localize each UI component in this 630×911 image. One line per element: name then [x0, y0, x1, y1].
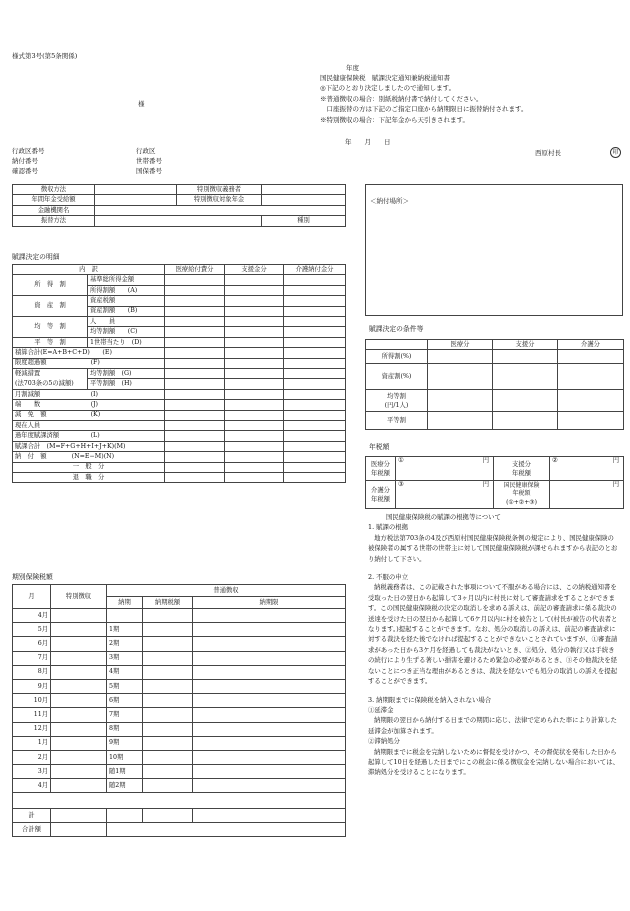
sched-period: 8期 [107, 722, 143, 736]
table-row [13, 609, 346, 623]
id-payment-no: 納付番号 [12, 157, 38, 165]
cond-equal: 均等割 (円/1人) [366, 390, 428, 412]
notice-line-4: ※特別徴収の場合：下記年金から天引きされます。 [320, 116, 469, 124]
pension-amount-label: 年間年金受給額 [13, 195, 95, 205]
sched-hdr-period: 納期 [107, 597, 143, 609]
sched-period: 随2期 [107, 779, 143, 793]
notice-title: 国民健康保険税 賦課決定通知兼納税通知書 [320, 74, 450, 82]
notice-s2-body: 納税義務者は、この記載された事項について不服がある場合には、この納税通知書を受取った日の翌日から起算して3ヶ月以内に村長に対して審査請求をすることができます。この国民健康保険税の決定の取消しを求める訴えは、前記の審査請求に係る裁決の送達を受けた日の翌日から起算して6ケ月以内に村を被告として(村長が被告の代表者となります。)提起することができます。なお、処分の取消しの訴えは、前記の審査請求に対する裁決を経た後でなければ提起することができないことされていますが、①審査請求があった日から3ケ月を経過しても裁決がないとき、②処分、処分の執行又は手続きの続行により生ずる著しい損害を避けるため緊急の必要があるとき、③その他裁決を経ないことにつき正当な理由があるときは、裁決を経ないでも処分の取消しの訴えを提起することができます。 [368, 583, 618, 686]
row-monthly: 月割減額 (I) [13, 389, 165, 399]
sched-month: 4月 [13, 779, 51, 793]
row-exempt: 減 免 額 (K) [13, 410, 165, 420]
table-row [13, 637, 346, 651]
schedule-title: 期別保険税額 [12, 573, 53, 581]
row-payment: 納 付 額 (N=E−M)(N) [13, 452, 165, 462]
assessment-title: 賦課決定の明細 [12, 253, 60, 261]
sched-month: 4月 [13, 609, 51, 623]
notice-s3a-body: 納期限の翌日から納付する日までの期間に応じ、法律で定められた率により計算した延滞金が加算されます。 [368, 716, 617, 735]
obligor-label: 特別徴収義務者 [177, 185, 262, 195]
fiscal-year: 年度 [346, 64, 359, 72]
sched-period: 9期 [107, 736, 143, 750]
ids-right [136, 146, 162, 176]
issuer: 西原村長 [535, 149, 561, 157]
schedule-rows [13, 609, 346, 793]
row-asset: 資 産 割 [13, 296, 88, 317]
sched-period: 6期 [107, 694, 143, 708]
table-row [13, 651, 346, 665]
table-row [13, 679, 346, 693]
table-row [13, 765, 346, 779]
sched-month: 1月 [13, 736, 51, 750]
notice-s3a: ①延滞金 [368, 705, 394, 714]
row-income: 所 得 割 [13, 275, 88, 296]
payment-place-label: ＜納付場所＞ [370, 197, 409, 205]
sched-grand: 合計額 [13, 823, 51, 837]
row-prior: 過年度賦課済額 (L) [13, 431, 165, 441]
notice-s2: 2. 不服の申立 [368, 573, 409, 582]
sched-hdr-period-tax: 納期税額 [143, 597, 193, 609]
sched-period: 4期 [107, 665, 143, 679]
notice-title-text: 国民健康保険税の賦課の根拠等について [386, 513, 501, 521]
row-total: 積算合計(E=A+B+C+D) (E) [13, 348, 165, 358]
sched-period: 2期 [107, 637, 143, 651]
annual-support-label: 支援分 年税額 [494, 457, 550, 481]
sched-period: 7期 [107, 708, 143, 722]
sched-hdr-deadline: 納期限 [193, 597, 346, 609]
notice-s3b: ②滞納処分 [368, 737, 400, 746]
cond-flat: 平等割 [366, 412, 428, 430]
assessment-table: 内 訳 医療給付費分 支援金分 介護納付金分 所 得 割 基準総所得金額 所得割額 (A) 資 産 割 資産税額 資産割額 (B) 均 等 割 人 員 均等割額 (C) 平 等 割 1世帯当たり (D) 積算合計(E=A+B+C+D) (E) 限度超過額 (F) 軽減措置 (法703条の5の減額) 均等割額 (G) 平等割額 (H) 月割減額 (I) 端 数 (J) 減 免 額 (K) 現在人員 過年度賦課済額 (L) 賦課合計 (M=F+G+H+I+J+K)(M) 納 付 額 (N=E−M)(N) 一 般 分 退 職 分 [12, 264, 346, 483]
sched-month: 8月 [13, 665, 51, 679]
hdr-care: 介護納付金分 [284, 265, 346, 275]
sched-period: 3期 [107, 651, 143, 665]
sched-month: 3月 [13, 765, 51, 779]
sched-month: 11月 [13, 708, 51, 722]
table-row [13, 694, 346, 708]
type-label: 種別 [262, 216, 346, 226]
cond-hdr-support: 支援分 [493, 340, 558, 350]
row-reduction: 軽減措置 (法703条の5の減額) [13, 368, 88, 389]
cond-hdr-care: 介護分 [558, 340, 624, 350]
row-levy: 賦課合計 (M=F+G+H+I+J+K)(M) [13, 441, 165, 451]
collection-table [12, 184, 346, 227]
addressee-suffix: 様 [138, 100, 145, 108]
annual-title: 年税額 [369, 443, 390, 451]
schedule-table [12, 584, 346, 837]
target-pension-label: 特別徴収対象年金 [177, 195, 262, 205]
annual-care-label: 介護分 年税額 [366, 481, 396, 509]
conditions-title: 賦課決定の条件等 [369, 325, 424, 333]
sched-month: 12月 [13, 722, 51, 736]
row-limit: 限度超過額 (F) [13, 358, 165, 368]
payment-place-box [365, 184, 623, 316]
sched-month: 2月 [13, 750, 51, 764]
notice-line-3: 口座振替の方は下記のご指定口座から納期限日に振替納付されます。 [320, 105, 528, 113]
sched-month: 10月 [13, 694, 51, 708]
id-insurance-no: 国保番号 [136, 167, 162, 175]
sched-month: 7月 [13, 651, 51, 665]
cond-income: 所得割(%) [366, 350, 428, 364]
row-flat: 平 等 割 [13, 337, 88, 347]
sched-period: 1期 [107, 623, 143, 637]
sched-sum: 計 [13, 809, 51, 823]
id-household-no: 世帯番号 [136, 157, 162, 165]
table-row [13, 623, 346, 637]
conditions-table [365, 339, 624, 430]
cond-asset: 資産割(%) [366, 364, 428, 390]
sched-hdr-ordinary: 普通徴収 [107, 585, 346, 597]
annual-total-label: 国民健康保険 年税額 (①+②+③) [494, 481, 550, 509]
hdr-medical: 医療給付費分 [165, 265, 225, 275]
row-general: 一 般 分 [13, 462, 165, 472]
notice-line-2: ※普通徴収の場合：別紙税納付書で納付してください。 [320, 95, 483, 103]
row-current: 現在人員 [13, 421, 165, 431]
row-equal: 均 等 割 [13, 316, 88, 337]
form-number: 様式第3号(第5条関係) [12, 52, 78, 60]
bank-label: 金融機関名 [13, 205, 95, 215]
notice-block [368, 512, 620, 778]
collection-method-label: 徴収方法 [13, 185, 95, 195]
table-row [13, 708, 346, 722]
seal-icon: 印 [610, 147, 621, 158]
sched-month: 9月 [13, 679, 51, 693]
annual-medical-label: 医療分 年税額 [366, 457, 396, 481]
table-row [13, 665, 346, 679]
table-row [13, 750, 346, 764]
sched-month: 5月 [13, 623, 51, 637]
table-row [13, 736, 346, 750]
cond-hdr-medical: 医療分 [428, 340, 493, 350]
sched-month: 6月 [13, 637, 51, 651]
sched-hdr-month: 月 [13, 585, 51, 609]
sched-period: 随1期 [107, 765, 143, 779]
id-district-no: 行政区番号 [12, 147, 45, 155]
hdr-breakdown: 内 訳 [13, 265, 165, 275]
table-row [13, 779, 346, 793]
notice-s3b-body: 納期限までに税金を完納しないために督促を受けかつ、その督促状を発布した日から起算して10日を経過した日までにこの税金に係る徴収金を完納しない場合においては、滞納処分を受けることになります。 [368, 747, 619, 777]
sched-period: 5期 [107, 679, 143, 693]
row-retired: 退 職 分 [13, 473, 165, 483]
issue-date: 年 月 日 [345, 138, 391, 146]
table-row [13, 722, 346, 736]
id-confirm-no: 確認番号 [12, 167, 38, 175]
notice-line-1: ◎下記のとおり決定しましたので通知します。 [320, 84, 456, 92]
notice-s1: 1. 賦課の根拠 [368, 523, 409, 532]
sched-period: 10期 [107, 750, 143, 764]
sched-period [107, 609, 143, 623]
transfer-method-label: 振替方法 [13, 216, 95, 226]
sched-hdr-special: 特別徴収 [51, 585, 107, 609]
hdr-support: 支援金分 [225, 265, 284, 275]
row-round: 端 数 (J) [13, 400, 165, 410]
notice-s3: 3. 納期限までに保険税を納入されない場合 [368, 695, 492, 704]
annual-table: 医療分 年税額 ① 円 支援分 年税額 ② 円 介護分 年税額 ③ 円 国民健康保険 年税額 (①+②+③) 円 [365, 456, 624, 509]
notice-s1-body: 地方税法第703条の4及び西原村国民健康保険税条例の規定により、国民健康保険の被保険者の属する世帯の世帯主に対して国民健康保険税が課せられますから表記のとおり納付して下さい。 [368, 533, 618, 563]
ids-left [12, 146, 45, 176]
id-district: 行政区 [136, 147, 156, 155]
